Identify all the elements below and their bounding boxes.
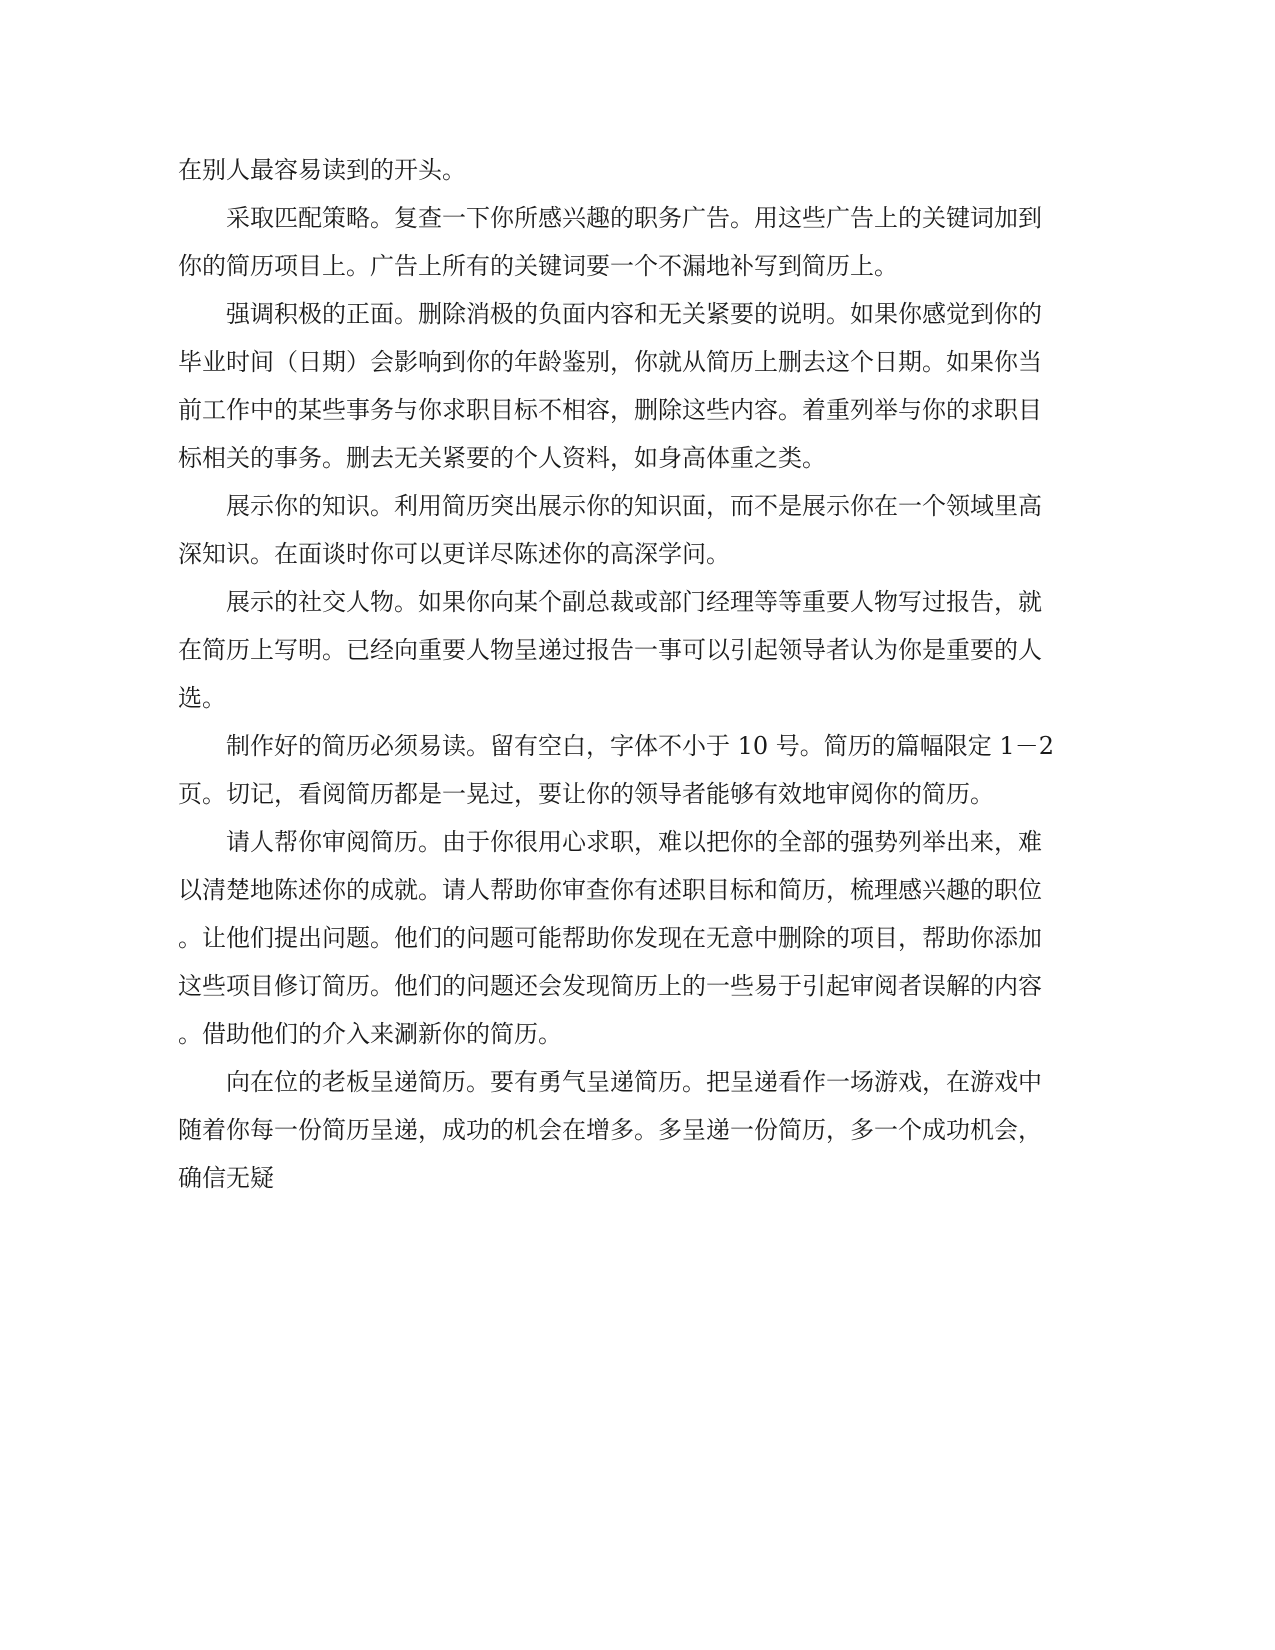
text-line: 深知识。在面谈时你可以更详尽陈述你的高深学问。 (178, 540, 730, 568)
paragraph-first-line: 制作好的简历必须易读。留有空白，字体不小于 10 号。简历的篇幅限定 1－2 (226, 732, 1054, 760)
text-line: 确信无疑 (178, 1164, 274, 1192)
paragraph-first-line: 采取匹配策略。复查一下你所感兴趣的职务广告。用这些广告上的关键词加到 (226, 204, 1042, 232)
paragraph-first-line: 展示的社交人物。如果你向某个副总裁或部门经理等等重要人物写过报告，就 (226, 588, 1042, 616)
text-line: 页。切记，看阅简历都是一晃过，要让你的领导者能够有效地审阅你的简历。 (178, 780, 994, 808)
text-line: 标相关的事务。删去无关紧要的个人资料，如身高体重之类。 (178, 444, 826, 472)
text-line: 在简历上写明。已经向重要人物呈递过报告一事可以引起领导者认为你是重要的人 (178, 636, 1042, 664)
text-line: 毕业时间（日期）会影响到你的年龄鉴别，你就从简历上删去这个日期。如果你当 (178, 348, 1042, 376)
text-line: 以清楚地陈述你的成就。请人帮助你审查你有述职目标和简历，梳理感兴趣的职位 (178, 876, 1042, 904)
text-line: 这些项目修订简历。他们的问题还会发现简历上的一些易于引起审阅者误解的内容 (178, 972, 1042, 1000)
text-line: 在别人最容易读到的开头。 (178, 156, 466, 184)
text-line: 前工作中的某些事务与你求职目标不相容，删除这些内容。着重列举与你的求职目 (178, 396, 1042, 424)
text-line: 选。 (178, 684, 226, 712)
text-line: 随着你每一份简历呈递，成功的机会在增多。多呈递一份简历，多一个成功机会， (178, 1116, 1042, 1144)
text-line: 。借助他们的介入来涮新你的简历。 (178, 1020, 562, 1048)
document-body (178, 146, 1054, 1202)
paragraph-first-line: 向在位的老板呈递简历。要有勇气呈递简历。把呈递看作一场游戏，在游戏中 (226, 1068, 1042, 1096)
paragraph-first-line: 请人帮你审阅简历。由于你很用心求职，难以把你的全部的强势列举出来，难 (226, 828, 1042, 856)
paragraph-first-line: 展示你的知识。利用简历突出展示你的知识面，而不是展示你在一个领域里高 (226, 492, 1042, 520)
paragraph-first-line: 强调积极的正面。删除消极的负面内容和无关紧要的说明。如果你感觉到你的 (226, 300, 1042, 328)
text-line: 。让他们提出问题。他们的问题可能帮助你发现在无意中删除的项目，帮助你添加 (178, 924, 1042, 952)
text-line: 你的简历项目上。广告上所有的关键词要一个不漏地补写到简历上。 (178, 252, 898, 280)
